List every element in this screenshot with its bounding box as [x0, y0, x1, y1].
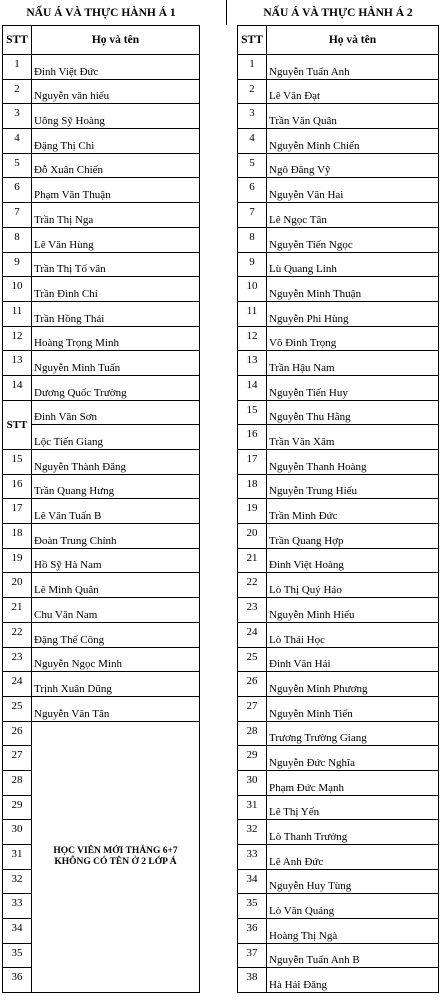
table-row [238, 55, 439, 80]
table-row [238, 696, 439, 721]
stt-header: STT [3, 26, 32, 55]
name-cell: Nguyễn Minh Hiếu [267, 598, 439, 623]
table-row [3, 400, 200, 425]
stt-cell: 37 [238, 943, 267, 968]
stt-cell: 1 [238, 55, 267, 80]
name-cell: Lê Văn Tuấn B [32, 499, 200, 524]
table-row [238, 943, 439, 968]
table-row [238, 672, 439, 697]
table-row [3, 573, 200, 598]
stt-cell: 15 [238, 400, 267, 425]
name-cell: Dương Quốc Trường [32, 375, 200, 400]
table-row [3, 277, 200, 302]
stt-cell: 31 [238, 795, 267, 820]
name-cell: Lò Thanh Trưởng [267, 820, 439, 845]
stt-cell: 28 [3, 770, 32, 795]
stt-cell: 33 [3, 894, 32, 919]
stt-cell: 23 [238, 598, 267, 623]
stt-cell: 13 [3, 351, 32, 376]
class-1-header-row [3, 26, 200, 55]
table-row [3, 55, 200, 80]
name-cell: Nguyễn Ngọc Minh [32, 647, 200, 672]
table-row [3, 474, 200, 499]
name-cell: Đoàn Trung Chính [32, 524, 200, 549]
table-row [3, 252, 200, 277]
name-cell: Nguyễn Minh Thuận [267, 277, 439, 302]
stt-cell: 18 [238, 474, 267, 499]
stt-cell: 17 [3, 499, 32, 524]
table-row [238, 104, 439, 129]
stt-cell: 35 [238, 894, 267, 919]
table-row [3, 301, 200, 326]
table-row [238, 301, 439, 326]
name-cell: Lù Quang Linh [267, 252, 439, 277]
name-cell: Nguyễn Văn Hai [267, 178, 439, 203]
name-cell: Nguyễn Văn Tân [32, 696, 200, 721]
name-cell: Ngô Đăng Vỹ [267, 153, 439, 178]
name-cell: Võ Đình Trọng [267, 326, 439, 351]
stt-cell: 38 [238, 968, 267, 993]
stt-cell: 32 [3, 869, 32, 894]
stt-cell: 22 [3, 622, 32, 647]
name-cell: Trần Đình Chí [32, 277, 200, 302]
stt-cell: 22 [238, 573, 267, 598]
table-row [3, 79, 200, 104]
table-row [3, 721, 200, 746]
class-2-header-row [238, 26, 439, 55]
name-cell: Hồ Sỹ Hà Nam [32, 548, 200, 573]
table-row [238, 524, 439, 549]
name-cell: Nguyễn Phi Hùng [267, 301, 439, 326]
divider-line [226, 0, 227, 25]
class-1-rows [3, 55, 200, 993]
stt-cell: 28 [238, 721, 267, 746]
table-row [3, 450, 200, 475]
stt-cell: 27 [3, 746, 32, 771]
name-cell: Đặng Thế Công [32, 622, 200, 647]
table-row [238, 573, 439, 598]
table-row [3, 672, 200, 697]
table-row [238, 548, 439, 573]
stt-cell: 35 [3, 943, 32, 968]
name-cell: Lò Thái Học [267, 622, 439, 647]
stt-cell: 3 [238, 104, 267, 129]
table-row [3, 104, 200, 129]
stt-cell: 6 [3, 178, 32, 203]
stt-cell: 29 [238, 746, 267, 771]
table-row [238, 178, 439, 203]
stt-cell: 30 [238, 770, 267, 795]
name-cell: Trần Quang Hưng [32, 474, 200, 499]
name-cell: Trần Hậu Nam [267, 351, 439, 376]
class-2-rows [238, 55, 439, 993]
stt-cell: 9 [3, 252, 32, 277]
name-cell: Chu Văn Nam [32, 598, 200, 623]
stt-cell: 34 [238, 869, 267, 894]
name-cell: Đinh Văn Sơn [32, 400, 200, 425]
stt-cell: 21 [3, 598, 32, 623]
stt-cell: 25 [238, 647, 267, 672]
name-cell: Lò Văn Quảng [267, 894, 439, 919]
name-cell: Hoàng Thị Ngà [267, 919, 439, 944]
table-row [3, 203, 200, 228]
stt-cell: 7 [3, 203, 32, 228]
stt-cell: 7 [238, 203, 267, 228]
name-cell: Nguyễn Thành Đăng [32, 450, 200, 475]
name-cell: Lê Ngọc Tân [267, 203, 439, 228]
name-cell: Lê Văn Đạt [267, 79, 439, 104]
table-row [238, 351, 439, 376]
name-cell: Lộc Tiến Giang [32, 425, 200, 450]
name-cell: Trịnh Xuân Dũng [32, 672, 200, 697]
table-row [3, 227, 200, 252]
stt-cell: 36 [238, 919, 267, 944]
table-row [3, 375, 200, 400]
stt-cell: 20 [238, 524, 267, 549]
stt-cell: 2 [3, 79, 32, 104]
class-1-title: NẤU Á VÀ THỰC HÀNH Á 1 [26, 7, 176, 19]
table-row [3, 425, 200, 450]
name-cell: Nguyễn Thanh Hoàng [267, 450, 439, 475]
name-cell: Lê Anh Đức [267, 845, 439, 870]
name-cell: Nguyễn Minh Chiến [267, 129, 439, 154]
name-cell: Nguyễn Minh Tuấn [32, 351, 200, 376]
name-cell: Phạm Đức Mạnh [267, 770, 439, 795]
stt-cell: 5 [3, 153, 32, 178]
stt-cell: 16 [238, 425, 267, 450]
table-row [238, 919, 439, 944]
stt-cell: 16 [3, 474, 32, 499]
table-row [238, 499, 439, 524]
table-row [238, 129, 439, 154]
table-row [3, 524, 200, 549]
class-2-title: NẤU Á VÀ THỰC HÀNH Á 2 [263, 7, 413, 19]
table-row [238, 721, 439, 746]
name-cell: Nguyễn Trung Hiếu [267, 474, 439, 499]
stt-cell: 11 [238, 301, 267, 326]
name-cell: Phạm Văn Thuận [32, 178, 200, 203]
stt-merged-cell: STT [3, 400, 32, 449]
name-cell: Nguyễn Tiến Ngọc [267, 227, 439, 252]
stt-cell: 19 [238, 499, 267, 524]
stt-cell: 8 [238, 227, 267, 252]
table-row [3, 351, 200, 376]
table-row [3, 326, 200, 351]
stt-cell: 4 [238, 129, 267, 154]
table-row [238, 647, 439, 672]
name-cell: Nguyễn Minh Phương [267, 672, 439, 697]
name-cell: Nguyễn Đức Nghĩa [267, 746, 439, 771]
stt-cell: 34 [3, 919, 32, 944]
new-students-note: HỌC VIÊN MỚI THÁNG 6+7 KHÔNG CÓ TÊN Ở 2 LỚP Á [32, 721, 200, 993]
class-1-sheet [2, 0, 200, 993]
stt-cell: 14 [238, 375, 267, 400]
table-row [3, 153, 200, 178]
name-cell: Nguyễn Tuấn Anh [267, 55, 439, 80]
stt-cell: 4 [3, 129, 32, 154]
table-row [238, 450, 439, 475]
stt-cell: 18 [3, 524, 32, 549]
stt-cell: 6 [238, 178, 267, 203]
table-row [3, 499, 200, 524]
stt-cell: 15 [3, 450, 32, 475]
stt-cell: 24 [3, 672, 32, 697]
table-row [238, 252, 439, 277]
table-row [238, 277, 439, 302]
table-row [238, 474, 439, 499]
stt-cell: 32 [238, 820, 267, 845]
stt-cell: 5 [238, 153, 267, 178]
name-cell: Nguyễn Thu Hằng [267, 400, 439, 425]
name-cell: Lò Thị Quý Hảo [267, 573, 439, 598]
table-row [238, 375, 439, 400]
table-row [238, 203, 439, 228]
stt-cell: 14 [3, 375, 32, 400]
name-cell: Trần Quang Hợp [267, 524, 439, 549]
stt-cell: 24 [238, 622, 267, 647]
stt-cell: 2 [238, 79, 267, 104]
name-cell: Lê Văn Hùng [32, 227, 200, 252]
stt-cell: 30 [3, 820, 32, 845]
table-row [238, 326, 439, 351]
stt-cell: 26 [238, 672, 267, 697]
stt-cell: 12 [238, 326, 267, 351]
table-row [238, 968, 439, 993]
stt-cell: 12 [3, 326, 32, 351]
stt-cell: 8 [3, 227, 32, 252]
table-row [3, 696, 200, 721]
table-row [3, 647, 200, 672]
name-cell: Trần Minh Đức [267, 499, 439, 524]
name-cell: Hoàng Trọng Minh [32, 326, 200, 351]
stt-cell: 17 [238, 450, 267, 475]
table-row [3, 622, 200, 647]
stt-cell: 31 [3, 845, 32, 870]
stt-cell: 10 [238, 277, 267, 302]
name-cell: Hà Hải Đăng [267, 968, 439, 993]
name-cell: Đinh Việt Hoàng [267, 548, 439, 573]
stt-cell: 36 [3, 968, 32, 993]
stt-cell: 20 [3, 573, 32, 598]
name-cell: Đặng Thị Chi [32, 129, 200, 154]
table-row [238, 894, 439, 919]
stt-cell: 3 [3, 104, 32, 129]
table-row [238, 400, 439, 425]
name-cell: Uông Sỹ Hoàng [32, 104, 200, 129]
table-row [238, 153, 439, 178]
table-row [238, 79, 439, 104]
name-cell: Trần Văn Quân [267, 104, 439, 129]
name-cell: Đỗ Xuân Chiến [32, 153, 200, 178]
table-row [3, 178, 200, 203]
table-row [238, 770, 439, 795]
name-cell: Trần Văn Xâm [267, 425, 439, 450]
table-row [238, 598, 439, 623]
name-cell: Trần Thị Tố vân [32, 252, 200, 277]
stt-cell: 21 [238, 548, 267, 573]
class-1-table [2, 25, 200, 993]
stt-cell: 9 [238, 252, 267, 277]
stt-cell: 10 [3, 277, 32, 302]
stt-header: STT [238, 26, 267, 55]
name-cell: Trần Hồng Thái [32, 301, 200, 326]
table-row [238, 227, 439, 252]
name-cell: Lê Thị Yến [267, 795, 439, 820]
name-cell: Lê Minh Quân [32, 573, 200, 598]
stt-cell: 1 [3, 55, 32, 80]
table-row [238, 746, 439, 771]
stt-cell: 13 [238, 351, 267, 376]
stt-cell: 25 [3, 696, 32, 721]
name-cell: Nguyễn Tuấn Anh B [267, 943, 439, 968]
stt-cell: 23 [3, 647, 32, 672]
stt-cell: 27 [238, 696, 267, 721]
class-2-table [237, 25, 439, 993]
name-cell: Nguyễn Tiến Huy [267, 375, 439, 400]
stt-cell: 11 [3, 301, 32, 326]
table-row [238, 795, 439, 820]
stt-cell: 29 [3, 795, 32, 820]
name-cell: Nguyễn văn hiếu [32, 79, 200, 104]
table-row [238, 820, 439, 845]
name-header: Họ và tên [267, 26, 439, 55]
name-cell: Nguyễn Minh Tiến [267, 696, 439, 721]
table-row [238, 622, 439, 647]
name-cell: Nguyễn Huy Tùng [267, 869, 439, 894]
name-cell: Trần Thị Nga [32, 203, 200, 228]
class-2-sheet [237, 0, 439, 993]
table-row [3, 548, 200, 573]
table-row [238, 869, 439, 894]
table-row [3, 598, 200, 623]
stt-cell: 26 [3, 721, 32, 746]
stt-cell: 19 [3, 548, 32, 573]
name-cell: Trương Trường Giang [267, 721, 439, 746]
table-row [238, 845, 439, 870]
table-row [3, 129, 200, 154]
name-header: Họ và tên [32, 26, 200, 55]
table-row [238, 425, 439, 450]
name-cell: Đinh Việt Đức [32, 55, 200, 80]
name-cell: Đinh Văn Hải [267, 647, 439, 672]
stt-cell: 33 [238, 845, 267, 870]
